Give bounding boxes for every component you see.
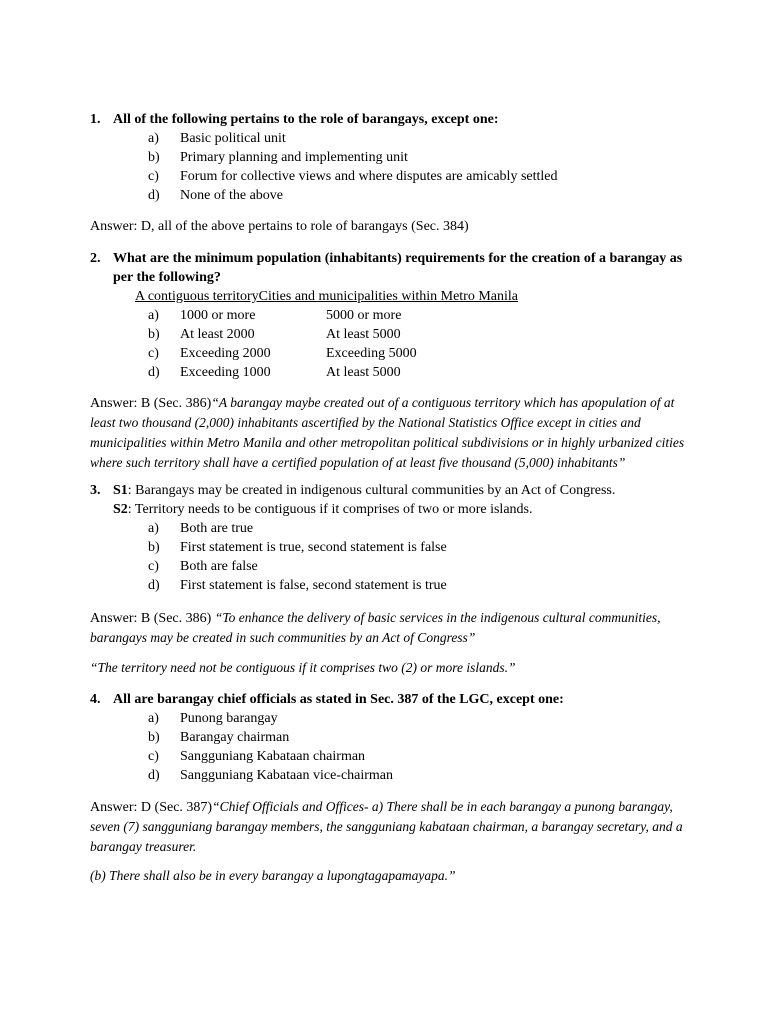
question-2	[90, 249, 690, 382]
question-number: 3.	[90, 483, 101, 498]
statement-2: S2: Territory needs to be contiguous if it comprises of two or more islands.	[113, 502, 533, 517]
answer-quote: “Chief Officials and Offices- a) There shall be in each barangay a punong barangay, seven (7) sangguniang barangay members, the sangguniang kabataan chairman, a barangay secretary, and a barangay treasurer.	[90, 799, 683, 854]
option-d: d) Exceeding 1000 At least 5000	[148, 365, 401, 380]
answer-3-quote-2: “The territory need not be contiguous if it comprises two (2) or more islands.”	[90, 660, 516, 675]
answer-1: Answer: D, all of the above pertains to role of barangays (Sec. 384)	[90, 219, 469, 234]
options-list	[148, 709, 690, 785]
option-b: b) At least 2000 At least 5000	[148, 327, 401, 342]
question-text: All are barangay chief officials as stated in Sec. 387 of the LGC, except one:	[113, 692, 564, 707]
option-a: a) 1000 or more 5000 or more	[148, 308, 402, 323]
option-c: c) Forum for collective views and where disputes are amicably settled	[148, 169, 558, 184]
answer-4-quote-2: (b) There shall also be in every barangay a lupongtagapamayapa.”	[90, 868, 456, 883]
option-d: d) None of the above	[148, 188, 284, 203]
answer-prefix: Answer: D (Sec. 387)	[90, 800, 213, 815]
options-header: A contiguous territoryCities and municipalities within Metro Manila	[135, 289, 518, 304]
answer-3	[90, 608, 690, 648]
answer-quote: “A barangay maybe created out of a contiguous territory which has apopulation of at least two thousand (2,000) inhabitants ascertified by the National Statistics Office except in cities and municipalities within Metro Manila and other metropolitan political subdivisions or in highly urbanized cities where such territory shall have a certified population of at least five thousand (5,000) inhabitants”	[90, 395, 685, 470]
question-4	[90, 690, 690, 785]
question-3	[90, 481, 690, 595]
question-text: All of the following pertains to the role of barangays, except one:	[113, 112, 499, 127]
answer-quote: “To enhance the delivery of basic services in the indigenous cultural communities, barangays may be created in such communities by an Act of Congress”	[90, 610, 661, 645]
options-list	[148, 519, 690, 595]
options-list	[148, 306, 690, 382]
question-number: 2.	[90, 251, 101, 266]
option-c: c) Sangguniang Kabataan chairman	[148, 749, 366, 764]
answer-prefix: Answer: B (Sec. 386)	[90, 611, 215, 626]
option-b: b) Primary planning and implementing unit	[148, 150, 408, 165]
answer-4	[90, 797, 690, 857]
option-b: b) First statement is true, second statement is false	[148, 540, 447, 555]
statement-1: S1: Barangays may be created in indigenous cultural communities by an Act of Congress.	[113, 483, 616, 498]
option-a: a) Both are true	[148, 521, 254, 536]
question-1	[90, 110, 690, 205]
option-a: a) Basic political unit	[148, 131, 286, 146]
options-list	[148, 129, 690, 205]
option-d: d) First statement is false, second statement is true	[148, 578, 447, 593]
option-d: d) Sangguniang Kabataan vice-chairman	[148, 768, 394, 783]
question-number: 4.	[90, 692, 101, 707]
option-c: c) Exceeding 2000 Exceeding 5000	[148, 346, 417, 361]
answer-2	[90, 393, 690, 473]
question-number: 1.	[90, 112, 101, 127]
answer-prefix: Answer: B (Sec. 386)	[90, 396, 212, 411]
option-c: c) Both are false	[148, 559, 258, 574]
option-b: b) Barangay chairman	[148, 730, 290, 745]
question-text: What are the minimum population (inhabitants) requirements for the creation of a barangay as per the following?	[113, 251, 683, 285]
option-a: a) Punong barangay	[148, 711, 278, 726]
